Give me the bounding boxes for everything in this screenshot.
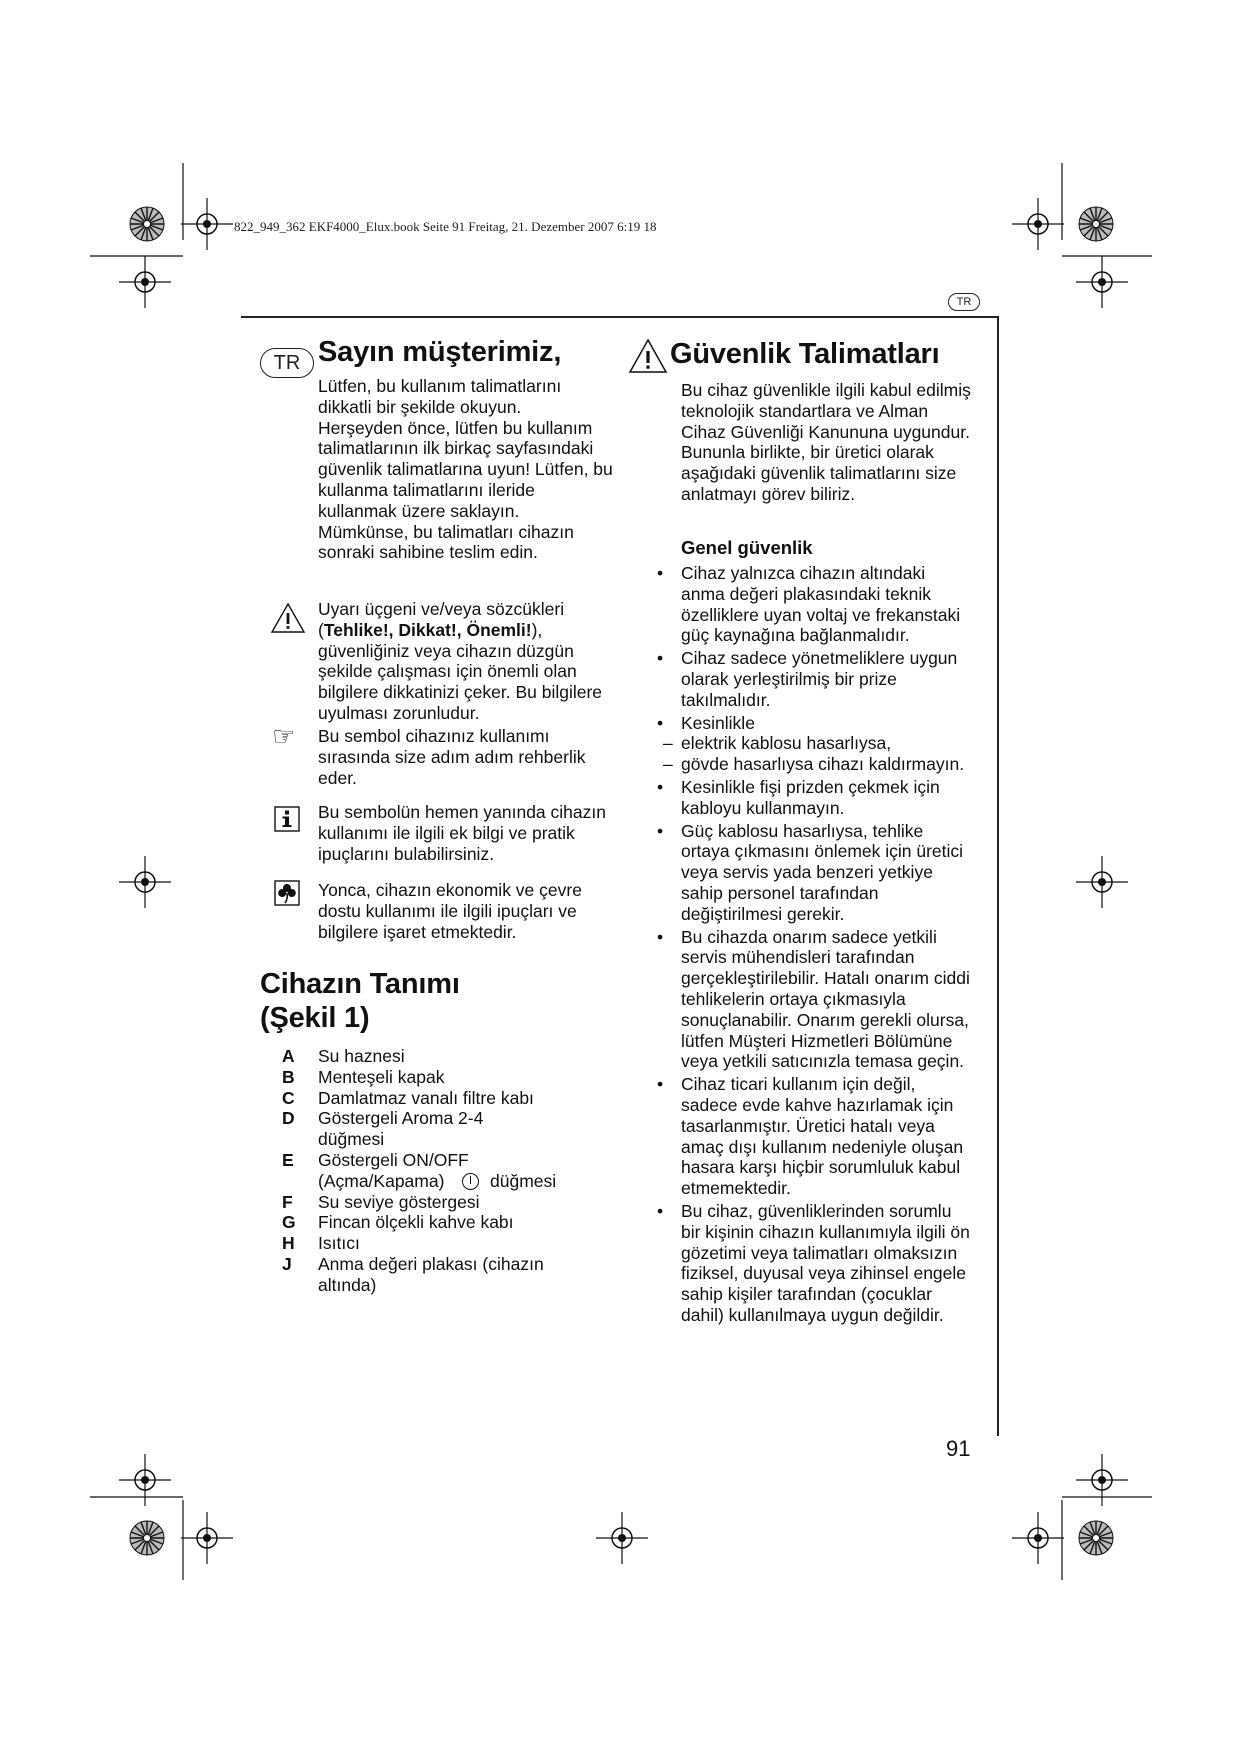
warning-text-pre: Uyarı üçgeni ve/veya sözcükleri ( [318, 599, 565, 640]
warning-text-post: ), güvenliğiniz veya cihazın düzgün şekilde çalışması için önemli olan bilgilere dikkatinizi çeker. Bu bilgilere uyulması zorunludur. [318, 619, 603, 723]
clover-icon [274, 880, 300, 906]
info-icon [274, 806, 300, 832]
parts-item: J Anma değeri plakası (cihazın [282, 1253, 544, 1274]
parts-item: E Göstergeli ON/OFF [282, 1149, 469, 1170]
list-item: • Cihaz ticari kullanım için değil, sadece evde kahve hazırlamak için tasarlanmıştır. Üretici hatalı veya amaç dışı kullanım nedeniyle oluşan hasara karşı hiçbir sorumluluk kabul etmemektedir. [657, 1074, 964, 1199]
parts-item: B Menteşeli kapak [282, 1066, 445, 1087]
parts-item: G Fincan ölçekli kahve kabı [282, 1212, 514, 1233]
list-item: • Bu cihaz, güvenliklerinden sorumlu bir kişinin cihazın kullanımıyla ilgili ön gözetimi veya talimatları olmaksızın fiziksel, duyusal veya zihinsel engele sahip kişiler tarafından (çocuklar dahil) kullanılmaya uygun değildir. [657, 1200, 970, 1325]
list-item: • Kesinlikle – elektrik kablosu hasarlıysa, – gövde hasarlıysa cihazı kaldırmayın. [681, 713, 971, 775]
parts-list [282, 1046, 612, 1296]
parts-item-continued: (Açma/Kapama) düğmesi [318, 1170, 557, 1191]
intro-paragraph-2: Herşeyden önce, lütfen bu kullanım talimatlarının ilk birkaç sayfasındaki güvenlik talimatlarına uyun! Lütfen, bu kullanma talimatlarını ileride kullanmak üzere saklayın. Mümkünse, bu talimatları cihazın sonraki sahibine teslim edin. [318, 417, 613, 563]
parts-item: F Su seviye göstergesi [282, 1191, 480, 1212]
file-slug: 822_949_362 EKF4000_Elux.book Seite 91 Freitag, 21. Dezember 2007 6:19 18 [234, 219, 657, 234]
warning-triangle-icon [628, 338, 668, 374]
device-description-title: Cihazın Tanımı [260, 968, 460, 1000]
hand-pointer-icon: ☞ [272, 722, 296, 752]
list-item: • Cihaz yalnızca cihazın altındaki anma değeri plakasındaki teknik özelliklere uyan voltaj ve frekanstaki güç kaynağına bağlanmalıdır. [657, 563, 961, 646]
page-number: 91 [946, 1436, 971, 1461]
list-item: • Güç kablosu hasarlıysa, tehlike ortaya çıkmasını önlemek için üretici veya servis yada benzeri yetkiye sahip personel tarafından değiştirilmesi gerekir. [657, 820, 964, 924]
list-item: • Kesinlikle fişi prizden çekmek için kabloyu kullanmayın. [657, 776, 940, 818]
power-icon-bar [470, 1176, 472, 1184]
sub-list-item: – gövde hasarlıysa cihazı kaldırmayın. [663, 754, 965, 775]
safety-list [657, 563, 971, 1328]
intro-text [318, 376, 613, 563]
intro-paragraph-1: Lütfen, bu kullanım talimatlarını dikkatli bir şekilde okuyun. [318, 376, 562, 417]
right-rule [997, 316, 999, 1436]
warning-keywords: Tehlike!, Dikkat!, Önemli! [323, 619, 532, 640]
top-rule [241, 316, 998, 318]
device-description-subtitle: (Şekil 1) [260, 1002, 370, 1034]
sub-list-item: – elektrik kablosu hasarlıysa, [663, 733, 892, 754]
safety-intro: Bu cihaz güvenlikle ilgili kabul edilmiş teknolojik standartlara ve Alman Cihaz Güvenliği Kanununa uygundur. Bununla birlikte, bir üretici olarak aşağıdaki güvenlik talimatlarını size anlatmayı görev biliriz. [681, 380, 971, 504]
warning-triangle-icon [270, 602, 306, 634]
hand-symbol-text: Bu sembol cihazınız kullanımı sırasında size adım adım rehberlik eder. [318, 726, 586, 788]
parts-item: C Damlatmaz vanalı filtre kabı [282, 1087, 534, 1108]
welcome-title: Sayın müşterimiz, [318, 336, 562, 368]
warning-text [318, 599, 618, 724]
parts-item: A Su haznesi [282, 1046, 405, 1066]
parts-item-continued: düğmesi [318, 1129, 385, 1150]
parts-item-continued: altında) [318, 1274, 377, 1295]
list-item: • Cihaz sadece yönetmeliklere uygun olarak yerleştirilmiş bir prize takılmalıdır. [657, 648, 958, 710]
language-badge: TR [948, 293, 980, 311]
tr-badge: TR [260, 348, 314, 378]
safety-title: Güvenlik Talimatları [670, 338, 940, 370]
info-symbol-text: Bu sembolün hemen yanında cihazın kullanımı ile ilgili ek bilgi ve pratik ipuçlarını bulabilirsiniz. [318, 802, 606, 864]
parts-item: D Göstergeli Aroma 2-4 [282, 1108, 484, 1129]
clover-symbol-text: Yonca, cihazın ekonomik ve çevre dostu kullanımı ile ilgili ipuçları ve bilgilere işaret etmektedir. [318, 880, 582, 942]
list-item: • Bu cihazda onarım sadece yetkili servis mühendisleri tarafından gerçekleştirilebilir. Hatalı onarım ciddi tehlikelerin ortaya çıkmasıyla sonuçlanabilir. Onarım gerekli olursa, lütfen Müşteri Hizmetleri Bölümüne veya yetkili satıcınızla temasa geçin. [657, 926, 970, 1072]
parts-item: H Isıtıcı [282, 1233, 360, 1254]
general-safety-heading: Genel güvenlik [681, 537, 813, 558]
